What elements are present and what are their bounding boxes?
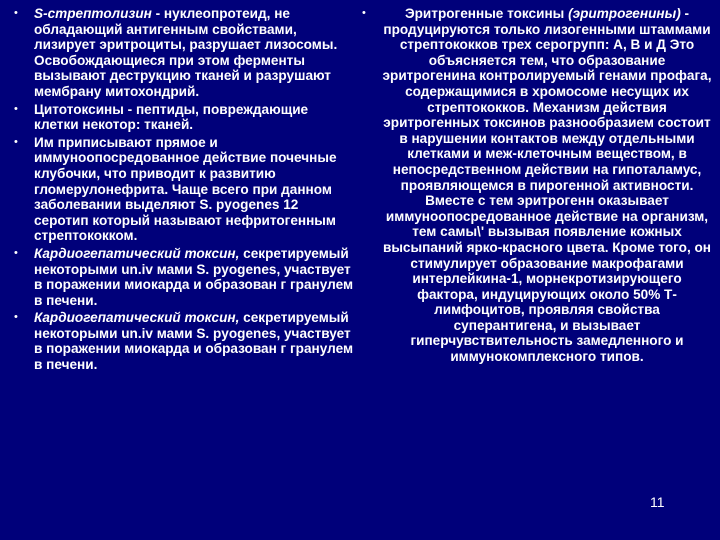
list-item	[14, 102, 356, 133]
list-item	[14, 6, 356, 100]
term-italic: Кардиогепатический токсин,	[34, 245, 240, 261]
item-text: секретируемый некоторыми un.iv мами S. pyogenes, участвует в поражении миокарда и образован г гранулем в печени.	[34, 245, 354, 308]
bullet-icon: •	[14, 246, 18, 259]
item-text: - продуцируются только лизогенными штаммами стрептококков трех серогрупп: А, В и Д Это объясняется тем, что образование эритрогенина контролируемый генами профага, содержащимися в хромосоме несущих их стрептококков. Механизм действия эритрогенных токсинов разнообразием состоит в нарушении контактов между отдельными клетками и меж-клеточным веществом, в непосредственном действии на гипоталамус, проявляющемся в пирогенной активности. Вместе с тем эритрогенн оказывает иммуноопосредованное действие на организм, тем самы\' вызывая появление кожных высыпаний ярко-красного цвета. Кроме того, он стимулирует образование макрофагами интерлейкина-1, морнекротизирующего фактора, индуцирующих около 50% Т-лимфоцитов, проявляя свойства суперантигена, и вызывает гиперчувствительность замедленного и иммунокомплексного типов.	[382, 6, 712, 365]
list-item	[362, 6, 712, 365]
bullet-icon: •	[362, 7, 366, 19]
item-lead: Эритрогенные токсины	[404, 6, 569, 21]
bullet-icon: •	[14, 135, 18, 148]
list-item	[14, 310, 356, 372]
item-text: Цитотоксины - пептиды, повреждающие клетки некотор: тканей.	[34, 101, 309, 133]
term-italic: (эритрогенины)	[568, 6, 681, 21]
item-text: Им приписывают прямое и иммуноопосредованное действие почечные клубочки, что приводит к развитию гломерулонефрита. Чаще всего при данном заболевании выделяют S. pyogenes 12 серотип который называют нефритогенным стрептококком.	[34, 134, 337, 244]
left-column	[14, 6, 356, 373]
term-italic: S-стрептолизин	[34, 6, 152, 21]
bullet-icon: •	[14, 7, 18, 19]
item-text: - нуклеопротеид, не обладающий антигенным свойствами, лизирует эритроциты, разрушает лизосомы. Освобождающиеся при этом ферменты вызывают деструкцию тканей и разрушают мембрану митохондрий.	[34, 6, 338, 99]
bullet-icon: •	[14, 102, 18, 115]
bullet-icon: •	[14, 311, 18, 324]
term-italic: Кардиогепатический токсин,	[34, 310, 240, 326]
item-text: секретируемый некоторыми un.iv мами S. pyogenes, участвует в поражении миокарда и образован г гранулем в печени.	[34, 310, 354, 373]
list-item	[14, 246, 356, 308]
list-item	[14, 135, 356, 244]
page-number: 11	[650, 494, 665, 510]
right-column	[362, 6, 712, 365]
